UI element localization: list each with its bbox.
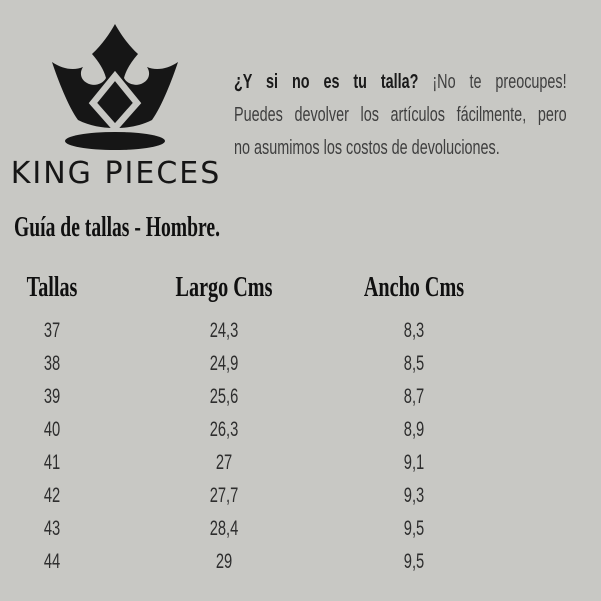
table-row [0,314,484,347]
cell-talla: 44 [43,550,61,573]
section-title: Guía de tallas - Hombre. [14,212,220,243]
notice-question: ¿Y si no es tu talla? [234,71,419,93]
cell-ancho: 8,5 [403,352,425,375]
cell-talla: 43 [43,517,61,540]
size-table-header-row [0,272,484,314]
col-header-largo: Largo Cms [175,272,273,303]
table-row [0,512,484,545]
cell-talla: 37 [43,319,61,342]
brand-logo [30,18,200,158]
returns-notice [234,66,567,165]
brand-wordmark: KING PIECES [10,156,222,191]
cell-ancho: 8,9 [403,418,425,441]
notice-exclamation: ¡No te preocupes! [432,71,567,93]
cell-ancho: 9,5 [403,550,425,573]
cell-ancho: 9,1 [403,451,425,474]
cell-talla: 38 [43,352,61,375]
cell-ancho: 8,7 [403,385,425,408]
table-row [0,413,484,446]
cell-largo: 25,6 [209,385,239,408]
col-header-tallas: Tallas [26,272,78,303]
notice-line-1 [234,66,567,99]
cell-largo: 24,9 [209,352,239,375]
cell-largo: 26,3 [209,418,239,441]
cell-largo: 29 [215,550,233,573]
table-row [0,347,484,380]
cell-largo: 27,7 [209,484,239,507]
table-row [0,380,484,413]
cell-largo: 27 [215,451,233,474]
cell-talla: 39 [43,385,61,408]
notice-line-2: Puedes devolver los artículos fácilmente, pero [234,104,567,126]
cell-talla: 42 [43,484,61,507]
col-header-ancho: Ancho Cms [363,272,465,303]
table-row [0,446,484,479]
cell-ancho: 8,3 [403,319,425,342]
cell-talla: 40 [43,418,61,441]
table-row [0,479,484,512]
cell-largo: 24,3 [209,319,239,342]
cell-ancho: 9,5 [403,517,425,540]
table-row [0,545,484,578]
crown-icon [30,18,200,158]
size-table [0,272,484,578]
cell-ancho: 9,3 [403,484,425,507]
notice-line-3: no asumimos los costos de devoluciones. [234,137,500,159]
cell-talla: 41 [43,451,61,474]
cell-largo: 28,4 [209,517,239,540]
